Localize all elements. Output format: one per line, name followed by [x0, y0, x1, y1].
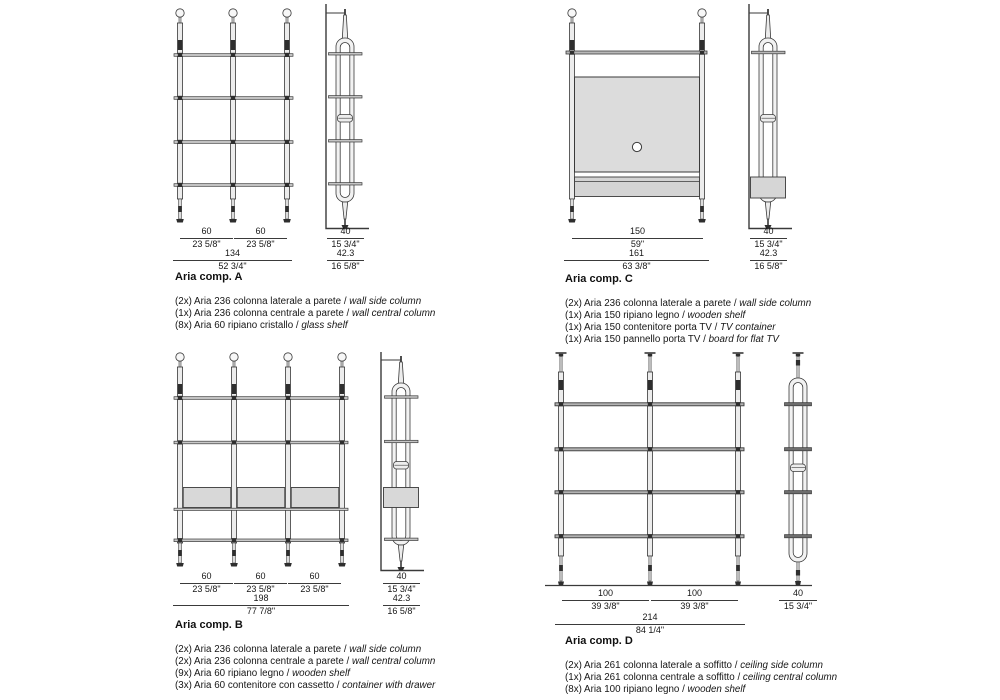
- dim-cm: 40: [340, 226, 351, 236]
- dim-inch: 16 5/8": [331, 260, 360, 271]
- dim-inch: 52 3/4": [218, 260, 247, 271]
- item-label-en: board for flat TV: [708, 334, 779, 345]
- comp-c-info: [565, 273, 895, 346]
- dim-comp-b-bay2: [234, 572, 287, 594]
- tv-panel: [575, 77, 700, 172]
- item-label-en: wall side column: [349, 644, 422, 655]
- item-label-en: ceiling side column: [740, 660, 823, 671]
- dim-comp-c-total: [564, 249, 709, 271]
- dim-inch: 15 3/4": [783, 600, 813, 611]
- dim-cm: 60: [309, 571, 320, 581]
- component-list-item: [175, 644, 505, 656]
- dim-comp-d-bay1: [562, 589, 649, 611]
- comp-title: Aria comp. D: [565, 635, 633, 647]
- item-label: (1x) Aria 150 pannello porta TV /: [565, 334, 706, 345]
- dim-cm: 60: [201, 226, 212, 236]
- dim-cm: 40: [396, 571, 407, 581]
- dim-cm: 42.3: [759, 248, 778, 258]
- item-label-en: wall central column: [352, 656, 436, 667]
- item-label: (1x) Aria 150 contenitore porta TV /: [565, 322, 718, 333]
- dim-comp-d-bay2: [651, 589, 738, 611]
- comp-a-info: [175, 271, 505, 332]
- dim-inch: 84 1/4": [635, 624, 665, 635]
- comp-b-info: [175, 619, 505, 692]
- comp-title: Aria comp. C: [565, 273, 633, 285]
- item-label-en: wooden shelf: [687, 684, 746, 695]
- dim-comp-a-total: [173, 249, 292, 271]
- drawer-container: [183, 488, 231, 508]
- item-label-en: wooden shelf: [687, 310, 746, 321]
- drawer-container-side: [384, 488, 419, 508]
- dim-inch: 23 5/8": [192, 238, 221, 249]
- component-list-item: [565, 298, 895, 310]
- dim-cm: 42.3: [336, 248, 355, 258]
- dim-comp-d-side-width: [779, 589, 817, 611]
- dim-cm: 60: [201, 571, 212, 581]
- item-label: (3x) Aria 60 contenitore con cassetto /: [175, 680, 340, 691]
- component-list-item: [565, 684, 895, 696]
- comp-d-front-view: [545, 353, 812, 586]
- dim-cm: 150: [629, 226, 646, 236]
- dim-comp-b-side-depth: [383, 594, 420, 616]
- item-label: (2x) Aria 236 colonna laterale a parete /: [175, 644, 347, 655]
- dim-cm: 60: [255, 226, 266, 236]
- comp-b-side-view: [381, 352, 424, 571]
- component-list-item: [175, 296, 505, 308]
- dim-inch: 39 3/8": [680, 600, 709, 611]
- item-label: (1x) Aria 150 ripiano legno /: [565, 310, 685, 321]
- dim-cm: 40: [792, 588, 803, 598]
- dim-cm: 198: [253, 593, 269, 603]
- comp-c-side-view: [749, 4, 792, 229]
- item-label: (8x) Aria 60 ripiano cristallo /: [175, 320, 299, 331]
- comp-d-side-view: [785, 353, 812, 585]
- dim-cm: 100: [597, 588, 614, 598]
- dim-comp-c-side-width: [750, 227, 787, 249]
- component-list-item: [565, 310, 895, 322]
- item-label: (2x) Aria 236 colonna laterale a parete /: [565, 298, 737, 309]
- dim-comp-b-total: [173, 594, 349, 616]
- wooden-shelf: [174, 441, 348, 444]
- wooden-shelf: [174, 539, 348, 542]
- item-label: (2x) Aria 236 colonna laterale a parete /: [175, 296, 347, 307]
- component-list-item: [175, 308, 505, 320]
- dim-comp-a-bay2: [234, 227, 287, 249]
- dim-comp-c-bay1: [572, 227, 703, 249]
- dim-inch: 23 5/8": [300, 583, 329, 594]
- component-list-item: [175, 680, 505, 692]
- dim-inch: 15 3/4": [387, 583, 416, 594]
- comp-c-front-view: [566, 9, 707, 223]
- dim-cm: 40: [763, 226, 774, 236]
- dim-comp-a-side-depth: [327, 249, 364, 271]
- item-label: (8x) Aria 100 ripiano legno /: [565, 684, 685, 695]
- dim-cm: 42.3: [392, 593, 411, 603]
- dim-inch: 77 7/8": [246, 605, 276, 616]
- component-list-item: [175, 656, 505, 668]
- dim-comp-b-side-width: [383, 572, 420, 594]
- dim-inch: 16 5/8": [754, 260, 783, 271]
- item-label-en: ceiling central column: [742, 672, 838, 683]
- wooden-shelf: [174, 397, 348, 400]
- drawer-container: [291, 488, 339, 508]
- dim-inch: 59": [630, 238, 645, 249]
- component-list-item: [565, 672, 895, 684]
- item-label: (2x) Aria 261 colonna laterale a soffitto /: [565, 660, 738, 671]
- item-label-en: glass shelf: [301, 320, 348, 331]
- item-label-en: wall side column: [349, 296, 422, 307]
- dim-inch: 23 5/8": [246, 583, 275, 594]
- tv-container: [575, 177, 700, 197]
- dim-inch: 23 5/8": [192, 583, 221, 594]
- dim-comp-b-bay3: [288, 572, 341, 594]
- dim-comp-c-side-depth: [750, 249, 787, 271]
- component-list-item: [175, 668, 505, 680]
- dim-comp-a-bay1: [180, 227, 233, 249]
- component-list-item: [565, 334, 895, 346]
- wooden-shelf: [566, 51, 707, 54]
- component-list-item: [175, 320, 505, 332]
- item-label: (1x) Aria 236 colonna centrale a parete /: [175, 308, 350, 319]
- comp-title: Aria comp. A: [175, 271, 243, 283]
- component-list-item: [565, 322, 895, 334]
- dim-cm: 60: [255, 571, 266, 581]
- comp-a-side-view: [326, 4, 369, 229]
- dim-comp-a-side-width: [327, 227, 364, 249]
- cable-hole: [632, 142, 641, 151]
- item-label-en: container with drawer: [342, 680, 436, 691]
- dim-inch: 15 3/4": [331, 238, 360, 249]
- item-label-en: TV container: [720, 322, 776, 333]
- tv-container-side: [751, 177, 786, 198]
- item-label: (9x) Aria 60 ripiano legno /: [175, 668, 290, 679]
- item-label: (1x) Aria 261 colonna centrale a soffitto /: [565, 672, 741, 683]
- item-label: (2x) Aria 236 colonna centrale a parete /: [175, 656, 350, 667]
- dim-inch: 63 3/8": [622, 260, 651, 271]
- dim-cm: 161: [628, 248, 645, 258]
- component-list-item: [565, 660, 895, 672]
- dim-cm: 214: [642, 612, 658, 622]
- drawer-container: [237, 488, 285, 508]
- comp-title: Aria comp. B: [175, 619, 243, 631]
- dim-cm: 100: [686, 588, 703, 598]
- dim-inch: 16 5/8": [387, 605, 416, 616]
- comp-b-front-view: [174, 353, 348, 567]
- dim-cm: 134: [224, 248, 241, 258]
- comp-a-front-view: [174, 9, 293, 223]
- dim-inch: 15 3/4": [754, 238, 783, 249]
- item-label-en: wall central column: [352, 308, 436, 319]
- comp-d-info: [565, 635, 895, 696]
- item-label-en: wooden shelf: [292, 668, 350, 679]
- dim-inch: 39 3/8": [591, 600, 620, 611]
- dim-inch: 23 5/8": [246, 238, 275, 249]
- item-label-en: wall side column: [739, 298, 812, 309]
- dim-comp-d-total: [555, 613, 745, 635]
- dim-comp-b-bay1: [180, 572, 233, 594]
